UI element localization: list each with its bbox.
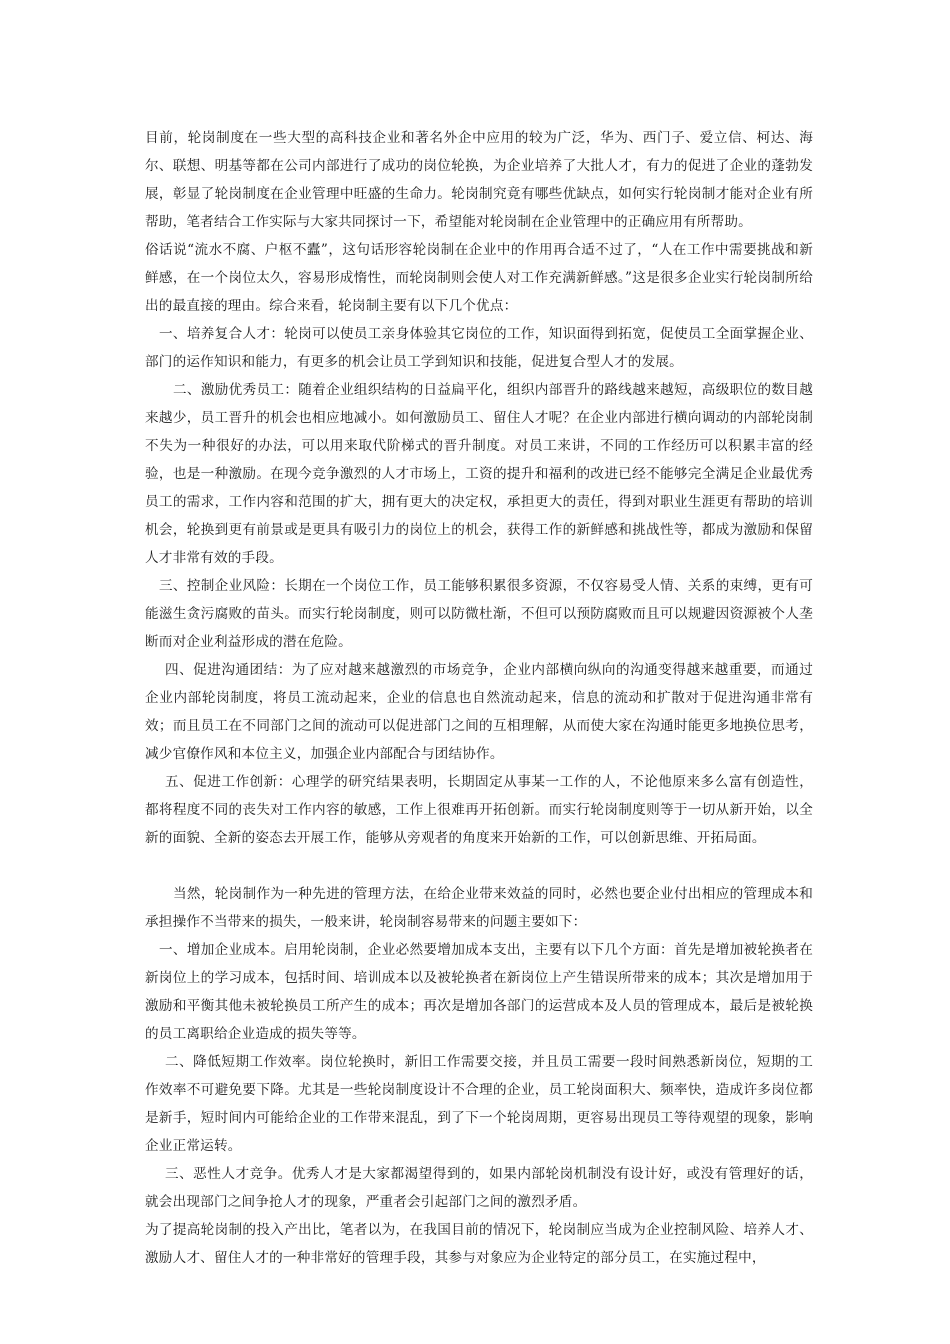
paragraph-advantage-1: 一、培养复合人才：轮岗可以使员工亲身体验其它岗位的工作，知识面得到拓宽，促使员工全面掌握企业、部门的运作知识和能力，有更多的机会让员工学到知识和技能，促进复合型人才的发展。 (145, 326, 813, 370)
paragraph-proverb: 俗话说“流水不腐、户枢不蠹”，这句话形容轮岗制在企业中的作用再合适不过了，“人在工作中需要挑战和新鲜感，在一个岗位太久，容易形成惰性，而轮岗制则会使人对工作充满新鲜感。”这是很多企业实行轮岗制所给出的最直接的理由。综合来看，轮岗制主要有以下几个优点： (145, 242, 813, 314)
paragraph-advantage-4: 四、促进沟通团结：为了应对越来越激烈的市场竞争，企业内部横向纵向的沟通变得越来越重要，而通过企业内部轮岗制度，将员工流动起来，企业的信息也自然流动起来，信息的流动和扩散对于促进沟通非常有效；而且员工在不同部门之间的流动可以促进部门之间的互相理解，从而使大家在沟通时能更多地换位思考，减少官僚作风和本位主义，加强企业内部配合与团结协作。 (145, 662, 813, 762)
paragraph-advantage-2: 二、激励优秀员工：随着企业组织结构的日益扁平化，组织内部晋升的路线越来越短，高级职位的数目越来越少，员工晋升的机会也相应地减小。如何激励员工、留住人才呢？在企业内部进行横向调动的内部轮岗制不失为一种很好的办法，可以用来取代阶梯式的晋升制度。对员工来讲，不同的工作经历可以积累丰富的经验，也是一种激励。在现今竞争激烈的人才市场上，工资的提升和福利的改进已经不能够完全满足企业最优秀员工的需求，工作内容和范围的扩大，拥有更大的决定权，承担更大的责任，得到对职业生涯更有帮助的培训机会，轮换到更有前景或是更具有吸引力的岗位上的机会，获得工作的新鲜感和挑战性等，都成为激励和保留人才非常有效的手段。 (145, 382, 813, 566)
paragraph-disadvantage-3: 三、恶性人才竞争。优秀人才是大家都渴望得到的，如果内部轮岗机制没有设计好，或没有管理好的话，就会出现部门之间争抢人才的现象，严重者会引起部门之间的激烈矛盾。 (145, 1166, 813, 1210)
paragraph-spacer (145, 852, 813, 880)
paragraph-intro: 目前，轮岗制度在一些大型的高科技企业和著名外企中应用的较为广泛，华为、西门子、爱立信、柯达、海尔、联想、明基等都在公司内部进行了成功的岗位轮换，为企业培养了大批人才，有力的促进了企业的蓬勃发展，彰显了轮岗制度在企业管理中旺盛的生命力。轮岗制究竟有哪些优缺点，如何实行轮岗制才能对企业有所帮助，笔者结合工作实际与大家共同探讨一下，希望能对轮岗制在企业管理中的正确应用有所帮助。 (145, 130, 813, 230)
document-body (145, 124, 813, 1272)
paragraph-disadvantage-1: 一、增加企业成本。启用轮岗制，企业必然要增加成本支出，主要有以下几个方面：首先是增加被轮换者在新岗位上的学习成本，包括时间、培训成本以及被轮换者在新岗位上产生错误所带来的成本；其次是增加用于激励和平衡其他未被轮换员工所产生的成本；再次是增加各部门的运营成本及人员的管理成本，最后是被轮换的员工离职给企业造成的损失等等。 (145, 942, 813, 1042)
paragraph-conclusion: 为了提高轮岗制的投入产出比，笔者以为，在我国目前的情况下，轮岗制应当成为企业控制风险、培养人才、激励人才、留住人才的一种非常好的管理手段，其参与对象应为企业特定的部分员工，在实施过程中， (145, 1222, 813, 1266)
paragraph-disadvantage-2: 二、降低短期工作效率。岗位轮换时，新旧工作需要交接，并且员工需要一段时间熟悉新岗位，短期的工作效率不可避免要下降。尤其是一些轮岗制度设计不合理的企业，员工轮岗面积大、频率快，造成许多岗位都是新手，短时间内可能给企业的工作带来混乱，到了下一个轮岗周期，更容易出现员工等待观望的现象，影响企业正常运转。 (145, 1054, 813, 1154)
paragraph-advantage-3: 三、控制企业风险：长期在一个岗位工作，员工能够积累很多资源，不仅容易受人情、关系的束缚，更有可能滋生贪污腐败的苗头。而实行轮岗制度，则可以防微杜渐，不但可以预防腐败而且可以规避因资源被个人垄断而对企业利益形成的潜在危险。 (145, 578, 813, 650)
paragraph-advantage-5: 五、促进工作创新：心理学的研究结果表明，长期固定从事某一工作的人，不论他原来多么富有创造性，都将程度不同的丧失对工作内容的敏感，工作上很难再开拓创新。而实行轮岗制度则等于一切从新开始，以全新的面貌、全新的姿态去开展工作，能够从旁观者的角度来开始新的工作，可以创新思维、开拓局面。 (145, 774, 813, 846)
paragraph-disadvantages-intro: 当然，轮岗制作为一种先进的管理方法，在给企业带来效益的同时，必然也要企业付出相应的管理成本和承担操作不当带来的损失，一般来讲，轮岗制容易带来的问题主要如下： (145, 886, 813, 930)
